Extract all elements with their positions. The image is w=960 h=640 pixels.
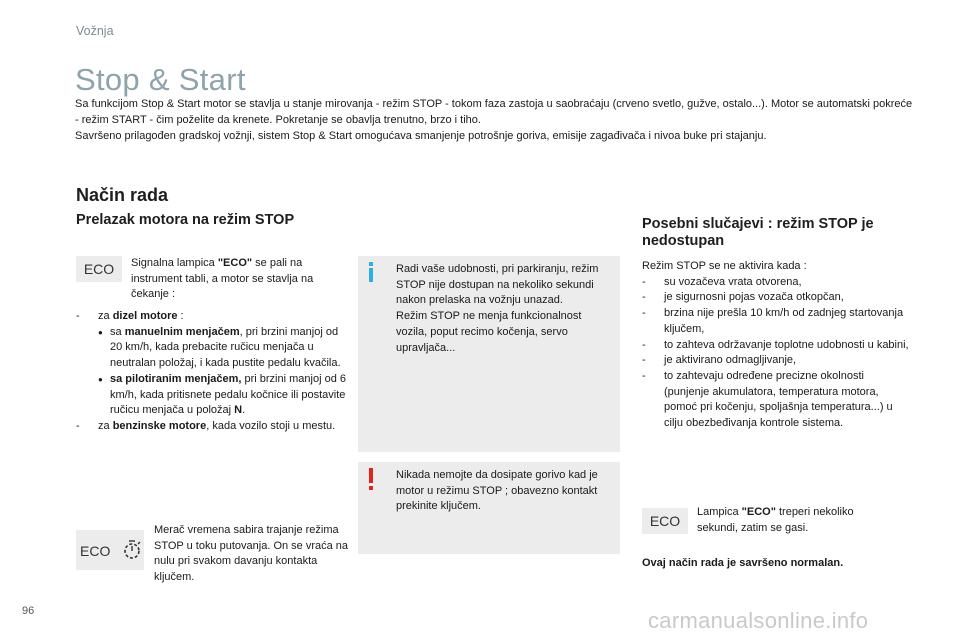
manual-bold: manuelnim menjačem [124, 325, 240, 338]
page-title: Stop & Start [75, 62, 246, 97]
diesel-pre: za [98, 310, 113, 322]
normal-note: Ovaj način rada je savršeno normalan. [642, 557, 844, 569]
list-item-diesel [76, 309, 346, 325]
piloted-post: pri brzini manjoj od 6 km/h, kada pritisnete pedalu kočnice ili postavite ručicu menjača u položaj [110, 372, 346, 417]
dash-marker: - [642, 354, 646, 367]
list-item [642, 353, 912, 369]
intro-paragraph-1: Sa funkcijom Stop & Start motor se stavlja u stanje mirovanja - režim STOP - tokom faza zastoja u saobraćaju (crveno svetlo, gužve, ostalo...). Motor se automatski pokreće - režim START - čim poželite da krenete. Pokretanje se obavlja trenutno, brzo i tiho. [75, 98, 913, 126]
list-item-text: je sigurnosni pojas vozača otkopčan, [664, 291, 844, 304]
info-paragraph-1: Radi vaše udobnosti, pri parkiranju, režim STOP nije dostupan na nekoliko sekundi nakon prelaska na vožnju unazad. [396, 263, 599, 307]
page-number: 96 [22, 605, 35, 617]
eco-flash-text [697, 505, 887, 536]
dash-marker: - [642, 338, 646, 351]
eco-lamp-icon-flash [642, 508, 688, 534]
list-item [642, 306, 912, 337]
eco-timer-label: ECO [80, 543, 111, 559]
eco-lamp-label: ECO [83, 261, 115, 277]
manual-pre: sa [110, 325, 125, 338]
eco-signal-text [131, 256, 341, 303]
intro-text [75, 96, 915, 144]
info-text [396, 262, 610, 356]
stop-unavailable-list [642, 259, 912, 432]
eco-timer-icon [76, 530, 144, 570]
diesel-bold: dizel motore [112, 310, 178, 322]
stop-unavailable-intro: Režim STOP se ne aktivira kada : [642, 260, 807, 272]
dash-marker: - [642, 275, 646, 288]
eco-flash-bold: "ECO" [741, 506, 776, 518]
section-title: Način rada [76, 185, 169, 205]
info-icon [366, 262, 376, 282]
eco-flash-label: ECO [649, 513, 681, 529]
bullet-marker: ● [98, 374, 103, 384]
warning-icon [366, 468, 376, 490]
piloted-post2: . [242, 404, 246, 417]
eco-signal-bold: "ECO" [217, 257, 253, 269]
list-item [642, 275, 912, 291]
dash-marker: - [642, 307, 646, 320]
list-item-text: je aktivirano odmagljivanje, [664, 354, 797, 367]
list-item-piloted [76, 372, 346, 419]
subheading-stop-mode: Prelazak motora na režim STOP [76, 212, 295, 228]
petrol-bold: benzinske motore [112, 419, 207, 432]
dash-marker: - [642, 369, 646, 382]
eco-flash-post: treperi nekoliko sekundi, zatim se gasi. [697, 506, 854, 534]
intro-paragraph-2: Savršeno prilagođen gradskoj vožnji, sistem Stop & Start omogućava smanjenje potrošnje goriva, emisije zagađivača i nivoa buke pri stajanju. [75, 130, 767, 142]
dash-marker: - [642, 291, 646, 304]
dash-marker: - [76, 419, 80, 432]
list-item-petrol [76, 419, 346, 435]
list-item [642, 290, 912, 306]
timer-text: Merač vremena sabira trajanje režima STOP u toku putovanja. On se vraća na nulu pri svakom davanju kontakta ključem. [154, 524, 349, 584]
piloted-bold: sa pilotiranim menjačem, [110, 372, 242, 385]
warning-text: Nikada nemojte da dosipate gorivo kad je motor u režimu STOP ; obavezno kontakt prekinite ključem. [396, 469, 598, 513]
piloted-bold-n: N [234, 404, 243, 417]
petrol-pre: za [98, 419, 113, 432]
manual-post: , pri brzini manjoj od 20 km/h, kada prebacite ručicu menjača u neutralan položaj, i kada pustite pedalu kvačila. [110, 325, 341, 370]
list-item [642, 369, 912, 432]
list-item-text: su vozačeva vrata otvorena, [664, 275, 802, 288]
petrol-post: , kada vozilo stoji u mestu. [206, 419, 336, 432]
eco-flash-pre: Lampica [697, 506, 742, 518]
eco-lamp-icon [76, 256, 122, 282]
list-item-manual [76, 325, 346, 372]
subheading-stop-unavailable: Posebni slučajevi : režim STOP je nedostupan [642, 216, 874, 249]
section-header: Vožnja [76, 24, 114, 38]
diesel-post: : [177, 310, 184, 322]
list-item-text: to zahteva održavanje toplotne udobnosti u kabini, [664, 338, 909, 351]
watermark: carmanualsonline.info [648, 608, 869, 633]
bullet-marker: ● [98, 327, 103, 337]
list-item-text: brzina nije prešla 10 km/h od zadnjeg startovanja ključem, [664, 307, 904, 335]
info-paragraph-2: Režim STOP ne menja funkcionalnost vozila, poput recimo kočenja, servo upravljača... [396, 310, 582, 354]
list-item-text: to zahtevaju određene precizne okolnosti (punjenje akumulatora, temperatura motora, pomoć pri kočenju, spoljašnja temperatura...) u cilju obezbeđivanja kontrole sistema. [664, 369, 893, 430]
eco-signal-post: se pali na instrument tabli, a motor se stavlja na čekanje : [131, 257, 314, 301]
eco-signal-pre: Signalna lampica [131, 257, 218, 269]
engine-conditions-list [76, 309, 346, 435]
dash-marker: - [76, 310, 80, 322]
list-item [642, 338, 912, 354]
